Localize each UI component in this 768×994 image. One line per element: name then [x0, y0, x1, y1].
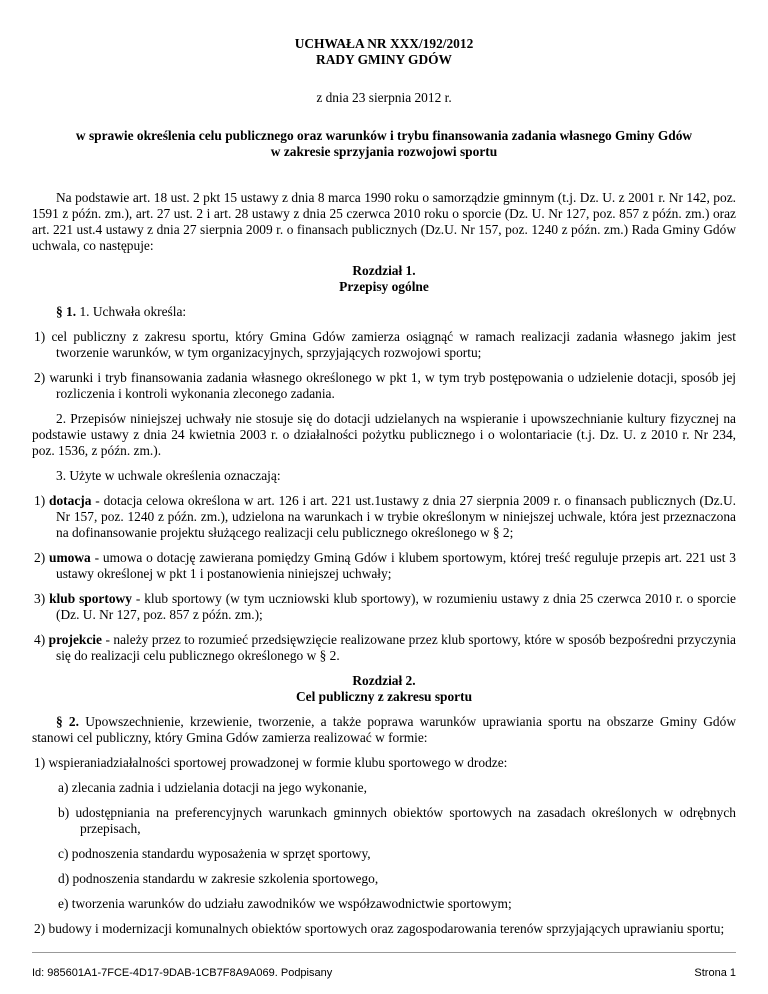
section-2-paragraph [32, 714, 736, 746]
chapter-2-heading [32, 673, 736, 705]
resolution-date: z dnia 23 sierpnia 2012 r. [316, 90, 452, 105]
definition-item [32, 591, 736, 623]
subitem-letter: b) [58, 805, 70, 820]
section-1-paragraph-3: 3. Użyte w uchwale określenia oznaczają: [56, 468, 281, 483]
item-number: 1) [34, 329, 46, 344]
subitem-letter: d) [58, 871, 70, 886]
list-item [32, 755, 736, 771]
list-item [32, 370, 736, 402]
subitem-letter: c) [58, 846, 69, 861]
chapter-1-title: Rozdział 1. [352, 263, 416, 278]
subject-line-2: w zakresie sprzyjania rozwojowi sportu [270, 144, 498, 159]
sub-list-item [32, 805, 736, 837]
chapter-2-title: Rozdział 2. [352, 673, 416, 688]
chapter-1-subtitle: Przepisy ogólne [339, 279, 429, 294]
section-2-mark: § 2. [56, 714, 79, 729]
definition-term: projekcie [48, 632, 102, 647]
document-page [32, 0, 736, 937]
definition-term: umowa [49, 550, 91, 565]
sub-list-item [32, 846, 736, 862]
sub-list-item [32, 871, 736, 887]
item-number: 2) [34, 370, 46, 385]
subitem-letter: e) [58, 896, 69, 911]
item-text: cel publiczny z zakresu sportu, który Gmina Gdów zamierza osiągnąć w ramach realizacji zadania własnego jakim jest tworzenie warunków, w tym organizacyjnych, sprzyjających rozwojowi sportu; [51, 329, 736, 360]
subitem-text: podnoszenia standardu w zakresie szkolenia sportowego, [72, 871, 379, 886]
subitem-text: podnoszenia standardu wyposażenia w sprzęt sportowy, [71, 846, 371, 861]
page-number: Strona 1 [694, 967, 736, 979]
item-number: 2) [34, 550, 46, 565]
section-1-text: 1. Uchwała określa: [76, 304, 187, 319]
subitem-text: tworzenia warunków do udziału zawodników we współzawodnictwie sportowym; [71, 896, 512, 911]
definition-text: - należy przez to rozumieć przedsięwzięcie realizowane przez klub sportowy, które w sposób bezpośredni przyczynia się do realizacji celu publicznego określonego w § 2. [56, 632, 736, 663]
list-item [32, 921, 736, 937]
subitem-text: udostępniania na preferencyjnych warunkach gminnych obiektów sportowych na zasadach określonych w odrębnych przepisach, [75, 805, 736, 836]
item-number: 2) [34, 921, 46, 936]
definition-text: - dotacja celowa określona w art. 126 i art. 221 ust.1ustawy z dnia 27 sierpnia 2009 r. o finansach publicznych (Dz.U. Nr 157, poz. 1240 z późn. zm.), udzielona na warunkach i w trybie określonym w niniejszej uchwale, która jest przeznaczona na dofinansowanie projektu służącego realizacji celu publicznego określonego w § 2; [56, 493, 736, 540]
document-id: Id: 985601A1-7FCE-4D17-9DAB-1CB7F8A9A069. Podpisany [32, 967, 333, 979]
subject-line-1: w sprawie określenia celu publicznego oraz warunków i trybu finansowania zadania własnego Gminy Gdów [75, 128, 693, 143]
sub-list-item [32, 780, 736, 796]
item-number: 3) [34, 591, 46, 606]
section-2-text: Upowszechnienie, krzewienie, tworzenie, a także poprawa warunków uprawiania sportu na obszarze Gminy Gdów stanowi cel publiczny, który Gmina Gdów zamierza realizować w formie: [32, 714, 736, 745]
chapter-2-subtitle: Cel publiczny z zakresu sportu [295, 689, 473, 704]
subitem-text: zlecania zadnia i udzielania dotacji na jego wykonanie, [71, 780, 367, 795]
definition-item [32, 493, 736, 541]
definition-text: - klub sportowy (w tym uczniowski klub sportowy), w rozumieniu ustawy z dnia 25 czerwca 2010 r. o sporcie (Dz. U. Nr 127, poz. 857 z późn. zm.); [56, 591, 737, 622]
section-1-mark: § 1. [56, 304, 77, 319]
item-number: 1) [34, 755, 46, 770]
list-item [32, 329, 736, 361]
page-footer [32, 965, 736, 981]
definition-item [32, 550, 736, 582]
section-1-paragraph-1 [32, 304, 736, 320]
definition-term: klub sportowy [49, 591, 132, 606]
definition-term: dotacja [49, 493, 92, 508]
definition-item [32, 632, 736, 664]
title-line-2: RADY GMINY GDÓW [316, 52, 452, 67]
chapter-1-heading [32, 263, 736, 295]
section-1-paragraph-2: 2. Przepisów niniejszej uchwały nie stosuje się do dotacji udzielanych na wspieranie i upowszechnianie kultury fizycznej na podstawie ustawy z dnia 24 kwietnia 2003 r. o działalności pożytku publicznego i o wolontariacie (t.j. Dz. U. z 2010 r. Nr 234, poz. 1536, z późn. zm.). [32, 411, 736, 458]
item-text: wspieraniadziałalności sportowej prowadzonej w formie klubu sportowego w drodze: [48, 755, 508, 770]
definition-text: - umowa o dotację zawierana pomiędzy Gminą Gdów i klubem sportowym, której treść reguluje przepis art. 221 ust 3 ustawy określonej w pkt 1 i postanowienia niniejszej uchwały; [56, 550, 736, 581]
item-text: budowy i modernizacji komunalnych obiektów sportowych oraz zagospodarowania terenów sprzyjających uprawianiu sportu; [48, 921, 725, 936]
title-line-1: UCHWAŁA NR XXX/192/2012 [294, 36, 474, 51]
subitem-letter: a) [58, 780, 69, 795]
item-number: 4) [34, 632, 46, 647]
item-text: warunki i tryb finansowania zadania własnego określonego w pkt 1, w tym tryb postępowania o udzielenie dotacji, sposób jej rozliczenia i kontroli wykonania zleconego zadania. [49, 370, 736, 401]
footer-divider [32, 952, 736, 953]
resolution-title [32, 36, 736, 68]
sub-list-item [32, 896, 736, 912]
item-number: 1) [34, 493, 46, 508]
intro-paragraph: Na podstawie art. 18 ust. 2 pkt 15 ustawy z dnia 8 marca 1990 roku o samorządzie gminnym (t.j. Dz. U. z 2001 r. Nr 142, poz. 1591 z późn. zm.), art. 27 ust. 2 i art. 28 ustawy z dnia 25 czerwca 2010 roku o sporcie (Dz. U. Nr 127, poz. 857 z późn. zm.) oraz art. 221 ust.4 ustawy z dnia 27 sierpnia 2009 r. o finansach publicznych (Dz.U. Nr 157, poz. 1240 z późn. zm.) Rada Gminy Gdów uchwala, co następuje: [32, 190, 736, 253]
resolution-subject [32, 128, 736, 160]
